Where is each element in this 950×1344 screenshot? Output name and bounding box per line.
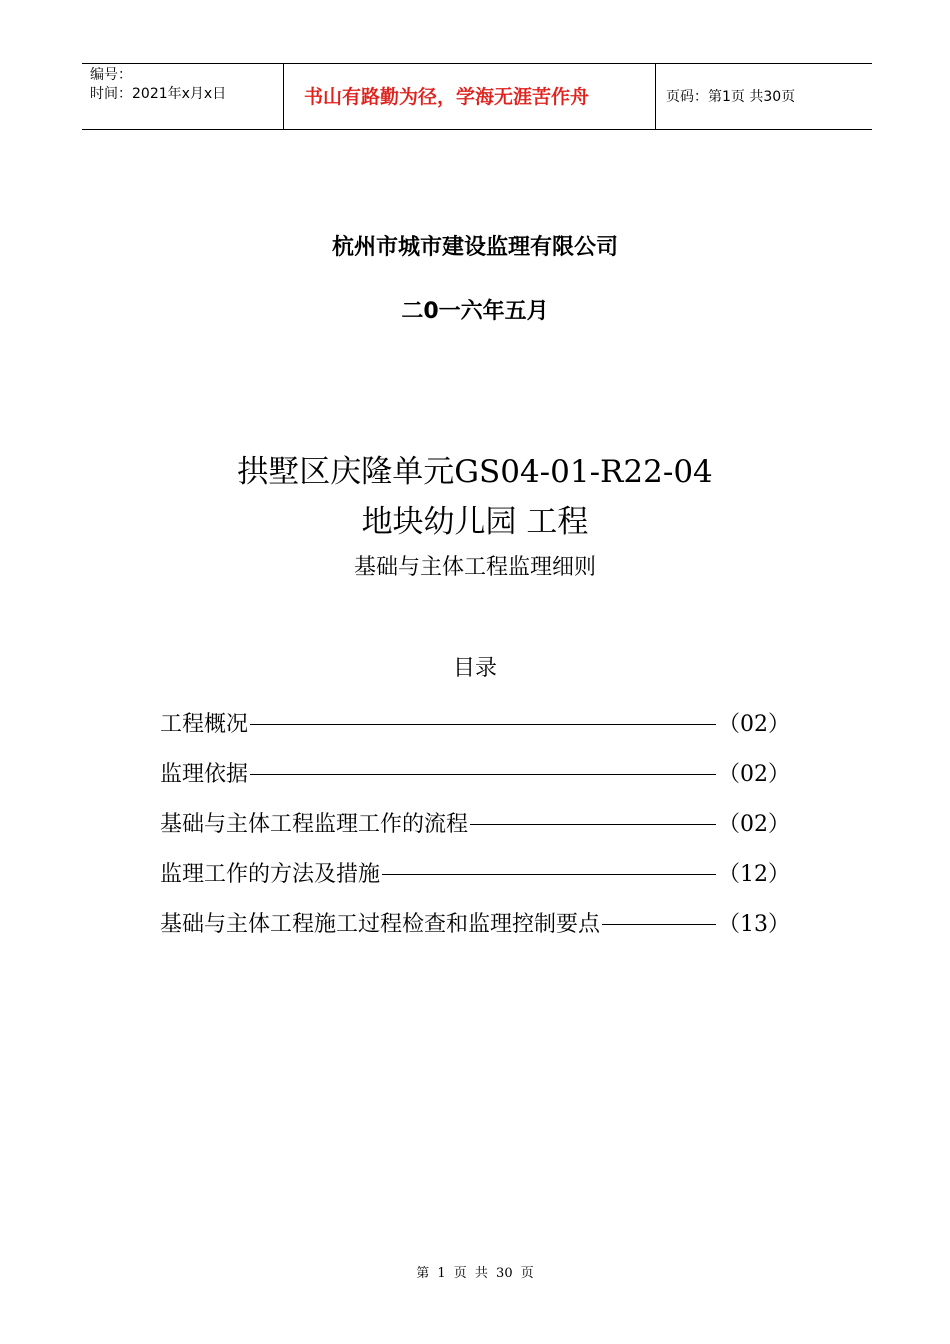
toc-leader-line bbox=[250, 774, 716, 775]
project-title-line-2: 地块幼儿园 工程 bbox=[361, 504, 589, 540]
toc-item bbox=[160, 797, 790, 847]
toc-item-page: （02） bbox=[718, 761, 790, 787]
toc-item-page: （12） bbox=[718, 861, 790, 887]
page-footer: 第 1 页 共 30 页 bbox=[416, 1266, 534, 1281]
toc-item bbox=[160, 847, 790, 897]
toc-leader-line bbox=[470, 824, 716, 825]
company-name: 杭州市城市建设监理有限公司 bbox=[331, 235, 618, 260]
toc-leader-line bbox=[602, 924, 716, 925]
toc-item-name: 基础与主体工程监理工作的流程 bbox=[160, 811, 469, 837]
toc-leader-line bbox=[382, 874, 716, 875]
document-number-label: 编号： bbox=[90, 67, 132, 83]
document-subtitle: 基础与主体工程监理细则 bbox=[353, 555, 596, 580]
toc-item-name: 监理依据 bbox=[160, 761, 249, 787]
toc-item-page: （02） bbox=[718, 711, 790, 737]
project-title-line-1: 拱墅区庆隆单元GS04-01-R22-04 bbox=[237, 454, 713, 490]
toc-item bbox=[160, 697, 790, 747]
document-date: 二0一六年五月 bbox=[401, 299, 549, 324]
toc-item-page: （02） bbox=[718, 811, 790, 837]
document-header bbox=[82, 63, 872, 130]
document-time-label: 时间：2021年x月x日 bbox=[90, 86, 227, 102]
toc-title: 目录 bbox=[452, 656, 497, 681]
toc-item bbox=[160, 897, 790, 947]
table-of-contents bbox=[160, 697, 790, 947]
toc-item-name: 监理工作的方法及措施 bbox=[160, 861, 381, 887]
toc-item-name: 基础与主体工程施工过程检查和监理控制要点 bbox=[160, 911, 601, 937]
toc-item bbox=[160, 747, 790, 797]
toc-item-page: （13） bbox=[718, 911, 790, 937]
toc-item-name: 工程概况 bbox=[160, 711, 249, 737]
header-motto: 书山有路勤为径，学海无涯苦作舟 bbox=[284, 64, 656, 129]
header-page-info: 页码：第1页 共30页 bbox=[666, 89, 796, 105]
header-meta-cell bbox=[82, 64, 284, 129]
toc-leader-line bbox=[250, 724, 716, 725]
